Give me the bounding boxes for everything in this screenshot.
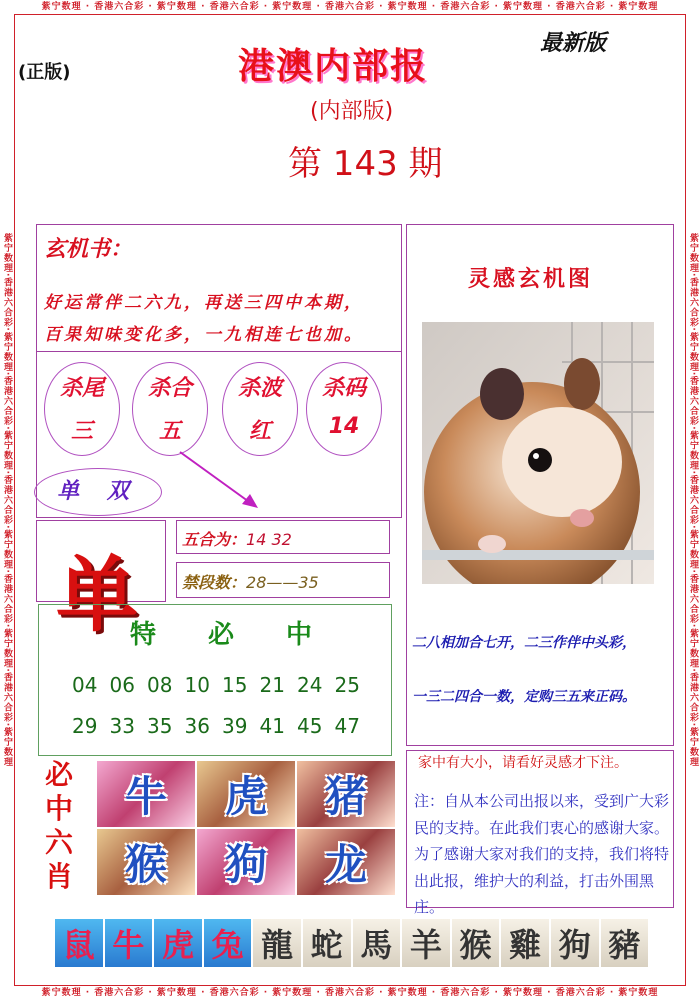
five-combo-line	[182, 527, 292, 550]
zodiac-cell: 龍	[252, 918, 302, 968]
arrow-icon	[176, 446, 266, 516]
zodiac-cell: 狗	[550, 918, 600, 968]
pick-oval-wave	[222, 362, 298, 456]
inspiration-poem-2: 一三二四合一数，定购三五来正码。	[412, 689, 636, 705]
left-border-text: 紫宁数理·香港六合彩·紫宁数理·香港六合彩·紫宁数理·香港六合彩·紫宁数理·香港六合彩·紫宁数理·香港六合彩·紫宁数理	[0, 14, 14, 986]
verse-line-2: 百果知味变化多，一九相连七也加。	[44, 325, 364, 345]
special-number: 39	[222, 714, 248, 738]
right-border-text: 紫宁数理·香港六合彩·紫宁数理·香港六合彩·紫宁数理·香港六合彩·紫宁数理·香港六合彩·紫宁数理·香港六合彩·紫宁数理	[686, 14, 700, 986]
hamster-image	[422, 322, 654, 584]
zodiac-tile-char: 龙	[324, 840, 367, 889]
pick-oval-tail	[44, 362, 120, 456]
special-number: 08	[147, 673, 173, 697]
zodiac-tile	[196, 760, 296, 828]
special-number: 04	[72, 673, 98, 697]
special-number: 36	[184, 714, 210, 738]
zodiac-bar	[54, 918, 650, 968]
special-number: 24	[297, 673, 323, 697]
verse-heading: 玄机书：	[44, 237, 133, 262]
pick-value: 五	[158, 419, 181, 444]
verse-line-1: 好运常伴二六九，再送三四中本期，	[44, 293, 364, 313]
single-double-oval: 单 双	[34, 468, 162, 516]
special-number: 33	[109, 714, 135, 738]
zodiac-cell: 虎	[153, 918, 203, 968]
kill-range-value: 28——35	[246, 573, 319, 592]
zodiac-cell: 蛇	[302, 918, 352, 968]
edition-left-label: (正版)	[18, 62, 71, 83]
zodiac-cell: 鼠	[54, 918, 104, 968]
special-row-1	[66, 673, 366, 697]
top-border-text: 紫宁数理 · 香港六合彩 · 紫宁数理 · 香港六合彩 · 紫宁数理 · 香港六合彩 · 紫宁数理 · 香港六合彩 · 紫宁数理 · 香港六合彩 · 紫宁数理	[0, 0, 700, 14]
pick-value: 14	[328, 414, 360, 439]
special-number: 10	[184, 673, 210, 697]
zodiac-cell: 馬	[352, 918, 402, 968]
pick-oval-combo	[132, 362, 208, 456]
zodiac-tile	[96, 760, 196, 828]
page-subtitle: (内部版)	[310, 99, 394, 124]
pick-value: 红	[248, 419, 271, 444]
zodiac-cell: 兔	[203, 918, 253, 968]
zodiac-tile	[96, 828, 196, 896]
pick-label: 杀波	[237, 376, 282, 401]
five-combo-label: 五合为：	[182, 530, 247, 549]
five-combo-value: 14 32	[246, 530, 292, 549]
pick-oval-code	[306, 362, 382, 456]
pick-label: 杀尾	[59, 376, 104, 401]
big-single-char: 单	[56, 547, 139, 643]
zodiac-cell: 牛	[104, 918, 154, 968]
special-number: 45	[297, 714, 323, 738]
notice-text: 注：自从本公司出报以来，受到广大彩民的支持。在此我们衷心的感谢大家。为了感谢大家对我们的支持，我们将特出此报，维护大的利益，打击外围黑庄。	[414, 792, 670, 916]
special-number: 25	[334, 673, 360, 697]
zodiac-tile-char: 狗	[224, 840, 267, 889]
inspiration-poem-1: 二八相加合七开，二三作伴中头彩，	[412, 635, 636, 651]
zodiac-tile-char: 猪	[324, 772, 367, 821]
zodiac-cell: 羊	[401, 918, 451, 968]
pick-label: 杀码	[321, 376, 366, 401]
six-zodiac-label: 必中六肖	[44, 758, 73, 893]
pick-label: 杀合	[147, 376, 192, 401]
zodiac-tile-char: 牛	[124, 772, 167, 821]
kill-range-label: 禁段数：	[182, 573, 247, 592]
zodiac-tile	[296, 828, 396, 896]
special-number: 06	[109, 673, 135, 697]
special-row-2	[66, 714, 366, 738]
bottom-border-text: 紫宁数理 · 香港六合彩 · 紫宁数理 · 香港六合彩 · 紫宁数理 · 香港六合彩 · 紫宁数理 · 香港六合彩 · 紫宁数理 · 香港六合彩 · 紫宁数理	[0, 986, 700, 1000]
special-number: 47	[334, 714, 360, 738]
zodiac-tile	[196, 828, 296, 896]
special-title: 特必中	[130, 620, 365, 650]
special-number: 29	[72, 714, 98, 738]
pick-value: 三	[70, 419, 93, 444]
zodiac-cell: 猴	[451, 918, 501, 968]
zodiac-tile	[296, 760, 396, 828]
special-number: 21	[259, 673, 285, 697]
edition-right-label: 最新版	[540, 31, 607, 56]
inspiration-title: 灵感玄机图	[468, 267, 594, 292]
zodiac-tile-char: 虎	[224, 772, 267, 821]
kill-range-line	[182, 570, 319, 593]
zodiac-cell: 雞	[500, 918, 550, 968]
zodiac-cell: 豬	[600, 918, 650, 968]
zodiac-tile-char: 猴	[124, 840, 167, 889]
special-number: 35	[147, 714, 173, 738]
special-number: 41	[259, 714, 285, 738]
special-number: 15	[222, 673, 248, 697]
inspiration-reminder: 家中有大小，请看好灵感才下注。	[418, 755, 628, 771]
page-title: 港澳内部报	[238, 45, 429, 87]
issue-number: 第 143 期	[288, 144, 443, 184]
